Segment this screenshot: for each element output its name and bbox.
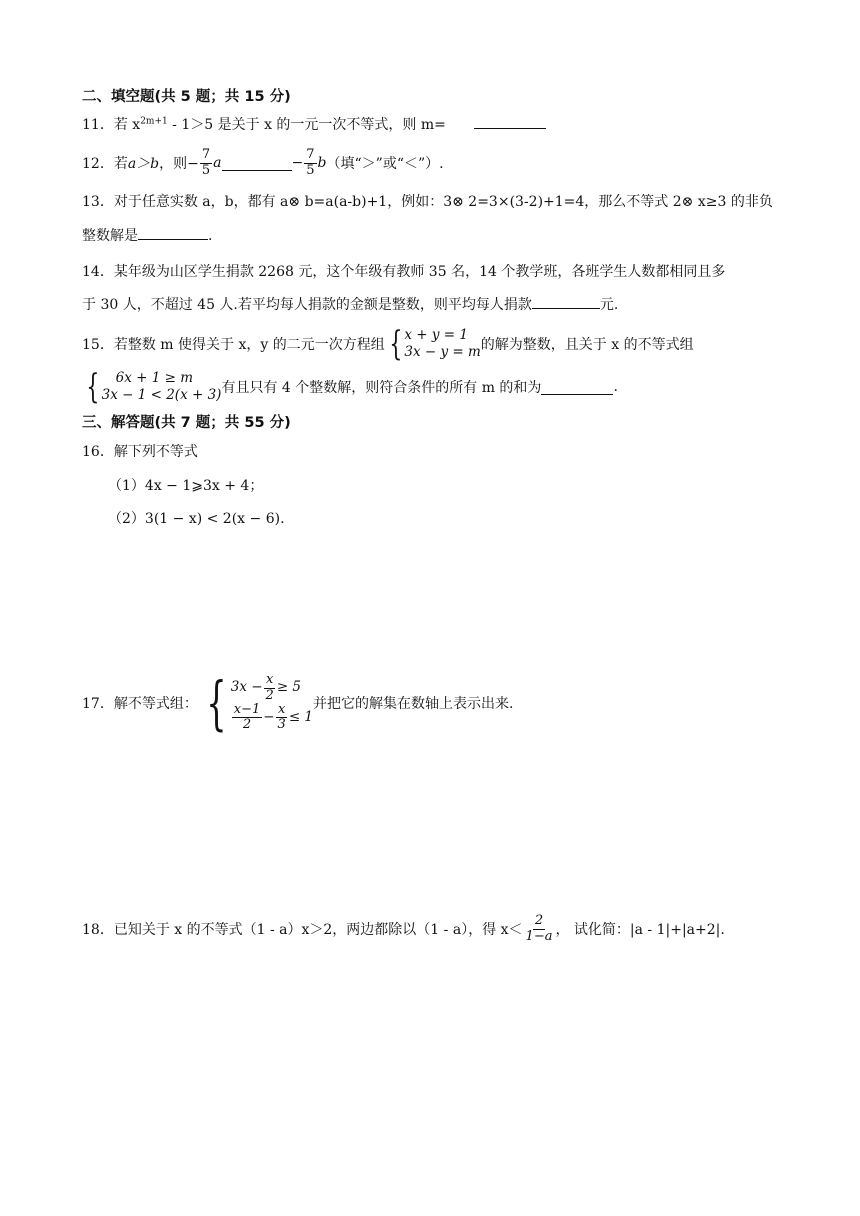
q15-eq2: 3x − y = m bbox=[404, 344, 481, 360]
section-3-heading: 三、解答题(共 7 题；共 55 分) bbox=[82, 415, 291, 431]
q12-number: 12． bbox=[82, 156, 114, 172]
q16-title: 解下列不等式 bbox=[113, 444, 198, 460]
q12-frac-b-den: 5 bbox=[306, 162, 315, 178]
q17-r2-fraction-2 bbox=[276, 703, 288, 733]
q17-pre: 解不等式组： bbox=[113, 696, 198, 712]
q18-fraction bbox=[524, 914, 555, 944]
q15-answer-blank[interactable] bbox=[541, 380, 613, 395]
q13-number: 13． bbox=[82, 194, 114, 210]
q17-r2-minus: − bbox=[263, 709, 275, 726]
section-2-heading: 二、填空题(共 5 题；共 15 分) bbox=[82, 89, 291, 105]
q12-condition: a＞b bbox=[127, 156, 160, 172]
q13-line2-post: . bbox=[208, 228, 213, 244]
q18-post: ， 试化简：|a - 1|+|a+2|. bbox=[555, 922, 725, 938]
q15-brace-1: { bbox=[389, 324, 403, 364]
q17-r2-num1: x−1 bbox=[233, 702, 261, 717]
question-13-line-1 bbox=[82, 191, 773, 211]
q17-inequality-system bbox=[231, 673, 313, 732]
q14-number: 14． bbox=[82, 264, 114, 280]
question-13-line-2 bbox=[82, 225, 212, 245]
q16-number: 16． bbox=[82, 444, 114, 460]
question-15-line-2 bbox=[82, 368, 618, 406]
q15-brace-2: { bbox=[86, 367, 100, 407]
q12-frac-b-num: 7 bbox=[306, 147, 315, 163]
question-17 bbox=[82, 669, 514, 737]
question-14-line-2 bbox=[82, 294, 618, 314]
q12-then: ，则− bbox=[159, 156, 199, 172]
q17-r1-a: 3x − bbox=[230, 679, 263, 696]
q13-line1: 对于任意实数 a，b，都有 a⊗ b=a(a-b)+1，例如：3⊗ 2=3×(3-2)+1=4，那么不等式 2⊗ x≥3 的非负 bbox=[113, 194, 773, 210]
q15-inequality-system bbox=[102, 370, 222, 404]
q18-frac-num: 2 bbox=[534, 913, 544, 929]
q14-answer-blank[interactable] bbox=[532, 294, 600, 309]
q17-r2-b: ≤ 1 bbox=[288, 709, 314, 726]
q17-r1-den: 2 bbox=[265, 687, 274, 703]
question-14-line-1 bbox=[82, 261, 725, 281]
q12-fraction-b bbox=[304, 148, 316, 178]
q17-post: 并把它的解集在数轴上表示出来. bbox=[313, 696, 514, 712]
q17-r1-num: x bbox=[266, 672, 274, 688]
q18-number: 18． bbox=[82, 922, 114, 938]
q15-ineq2: 3x − 1 < 2(x + 3) bbox=[101, 387, 222, 403]
q17-row-1 bbox=[231, 673, 313, 703]
q11-pre: 若 x bbox=[113, 117, 141, 133]
question-15-line-1 bbox=[82, 325, 694, 363]
q16-part-2: （2）3(1 − x) < 2(x − 6). bbox=[108, 511, 285, 527]
q15-end: . bbox=[613, 379, 618, 395]
q12-minus: − bbox=[291, 155, 304, 171]
q13-answer-blank[interactable] bbox=[138, 225, 208, 240]
q15-mid: 的解为整数，且关于 x 的不等式组 bbox=[480, 337, 694, 353]
q14-line1: 某年级为山区学生捐款 2268 元，这个年级有教师 35 名，14 个教学班，各班学生人数都相同且多 bbox=[113, 264, 726, 280]
q17-row-2 bbox=[231, 703, 313, 733]
q17-number: 17． bbox=[82, 696, 114, 712]
q17-r1-b: ≥ 5 bbox=[276, 679, 302, 696]
q15-equation-system bbox=[404, 327, 480, 361]
q18-frac-den: 1−a bbox=[525, 928, 553, 944]
question-12 bbox=[82, 146, 444, 180]
q12-fraction-a bbox=[200, 148, 212, 178]
question-11 bbox=[82, 114, 546, 134]
q17-r2-fraction-1 bbox=[232, 703, 263, 733]
q11-post: - 1＞5 是关于 x 的一元一次不等式，则 m= bbox=[167, 117, 446, 133]
q15-eq1: x + y = 1 bbox=[404, 327, 468, 344]
q17-r2-den2: 3 bbox=[277, 717, 286, 733]
q15-pre: 若整数 m 使得关于 x，y 的二元一次方程组 bbox=[113, 337, 385, 353]
q11-number: 11． bbox=[82, 117, 114, 133]
q16-part-1: （1）4x − 1⩾3x + 4； bbox=[108, 478, 264, 494]
q12-frac-a-den: 5 bbox=[201, 162, 211, 178]
q17-r1-fraction bbox=[264, 673, 276, 703]
q12-var-b: b bbox=[317, 155, 327, 171]
q17-brace: { bbox=[206, 669, 227, 737]
q14-line2-post: 元. bbox=[599, 297, 619, 313]
question-18 bbox=[82, 910, 725, 948]
q14-line2-pre: 于 30 人，不超过 45 人.若平均每人捐款的金额是整数，则平均每人捐款 bbox=[82, 297, 532, 313]
q13-line2-pre: 整数解是 bbox=[82, 228, 138, 244]
q15-number: 15． bbox=[82, 337, 114, 353]
q12-frac-a-num: 7 bbox=[201, 147, 211, 163]
q18-pre: 已知关于 x 的不等式（1 - a）x＞2，两边都除以（1 - a），得 x＜ bbox=[113, 922, 523, 938]
q12-note: （填“＞”或“＜”）. bbox=[326, 156, 444, 172]
q12-var-a: a bbox=[213, 155, 222, 171]
q15-post: 有且只有 4 个整数解，则符合条件的所有 m 的和为 bbox=[221, 380, 542, 396]
q17-r2-num2: x bbox=[278, 702, 286, 717]
question-16 bbox=[82, 441, 198, 461]
q15-ineq1: 6x + 1 ≥ m bbox=[115, 370, 194, 387]
q11-exponent: 2m+1 bbox=[140, 116, 168, 127]
q11-answer-blank[interactable] bbox=[474, 114, 546, 129]
q12-pre: 若 bbox=[113, 156, 128, 172]
q12-answer-blank[interactable] bbox=[222, 156, 292, 171]
q17-r2-den1: 2 bbox=[242, 717, 252, 733]
